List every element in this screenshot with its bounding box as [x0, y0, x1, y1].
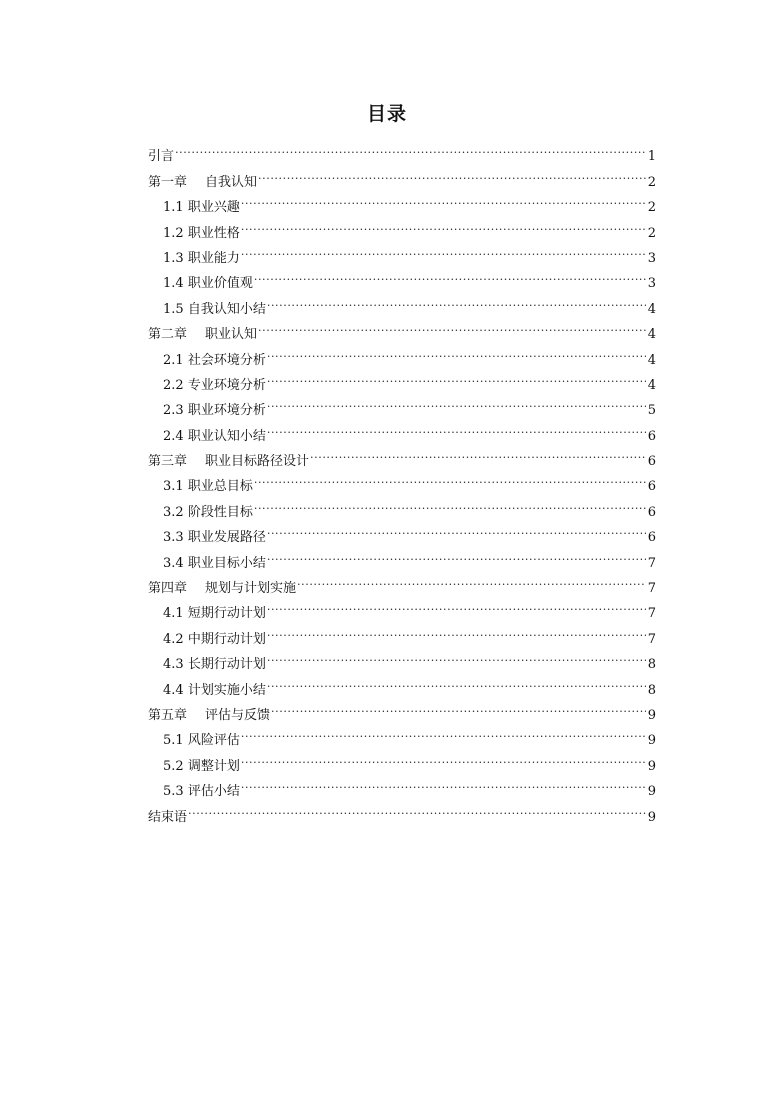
toc-entry-label [163, 728, 241, 753]
toc-entry-text: 中期行动计划 [187, 631, 266, 647]
toc-entry-text: 引言 [148, 149, 175, 165]
toc-entry-label [163, 601, 267, 626]
toc-entry-text: 职业总目标 [187, 479, 253, 495]
toc-dot-leader [175, 135, 646, 160]
toc-dot-leader [241, 237, 646, 262]
toc-entry-label [148, 322, 258, 347]
toc-entry-text: 社会环境分析 [187, 352, 266, 368]
toc-entry-number: 第三章 [148, 454, 188, 470]
toc-page-number: 7 [647, 631, 656, 647]
toc-dot-leader [258, 160, 646, 185]
toc-chapter-entry[interactable] [148, 160, 656, 190]
toc-dot-leader [267, 338, 646, 363]
toc-page-number: 2 [647, 174, 656, 190]
toc-entry-label [163, 551, 267, 576]
toc-page-number: 9 [647, 809, 656, 825]
toc-entry-number: 1.4 [163, 276, 184, 292]
toc-dot-leader [188, 795, 646, 820]
toc-entry-number: 3.4 [163, 555, 184, 571]
toc-entry-label [148, 805, 188, 830]
toc-entry-number: 1.3 [163, 250, 184, 266]
toc-entry-text: 职业环境分析 [187, 403, 266, 419]
toc-page-number: 3 [647, 276, 656, 292]
toc-dot-leader [267, 364, 646, 389]
toc-entry-number: 1.5 [163, 301, 184, 317]
toc-entry-label [148, 144, 175, 169]
toc-entry-text: 评估与反馈 [205, 707, 271, 723]
toc-entry-label [163, 627, 267, 652]
toc-entry-text: 评估小结 [187, 784, 240, 800]
toc-entry-number: 第二章 [148, 327, 188, 343]
toc-entry-label [163, 652, 267, 677]
toc-entry-text: 短期行动计划 [187, 606, 266, 622]
toc-entry-label [163, 246, 241, 271]
toc-entry-number: 4.4 [163, 682, 184, 698]
toc-dot-leader [258, 313, 646, 338]
toc-entry-label [163, 195, 241, 220]
toc-entry-number: 2.2 [163, 377, 184, 393]
toc-entry-text: 职业目标路径设计 [205, 454, 310, 470]
table-of-contents [148, 135, 656, 825]
toc-entry-label [163, 525, 267, 550]
toc-entry-number: 5.2 [163, 758, 184, 774]
toc-page-number: 6 [647, 530, 656, 546]
toc-chapter-entry[interactable] [148, 795, 656, 825]
toc-entry-label [163, 398, 267, 423]
toc-entry-number: 3.2 [163, 504, 184, 520]
toc-entry-number: 3.1 [163, 479, 184, 495]
toc-page-number: 8 [647, 682, 656, 698]
toc-entry-text: 阶段性目标 [187, 504, 253, 520]
toc-dot-leader [267, 668, 646, 693]
toc-entry-text: 专业环境分析 [187, 377, 266, 393]
toc-entry-text: 职业兴趣 [187, 200, 240, 216]
toc-dot-leader [267, 516, 646, 541]
toc-entry-text: 职业目标小结 [187, 555, 266, 571]
toc-entry-text: 自我认知 [205, 174, 258, 190]
toc-chapter-entry[interactable] [148, 135, 656, 165]
toc-page-number: 6 [647, 454, 656, 470]
toc-dot-leader [254, 465, 646, 490]
toc-entry-number: 1.2 [163, 225, 184, 241]
toc-page-number: 2 [647, 200, 656, 216]
toc-entry-number: 4.3 [163, 657, 184, 673]
toc-dot-leader [297, 567, 646, 592]
toc-page-number: 6 [647, 428, 656, 444]
toc-dot-leader [241, 744, 646, 769]
toc-dot-leader [241, 719, 646, 744]
toc-entry-text: 长期行动计划 [187, 657, 266, 673]
toc-entry-number: 5.1 [163, 733, 184, 749]
toc-entry-number: 2.4 [163, 428, 184, 444]
toc-page-number: 6 [647, 504, 656, 520]
toc-entry-text: 职业性格 [187, 225, 240, 241]
toc-dot-leader [267, 592, 646, 617]
toc-entry-number: 2.1 [163, 352, 184, 368]
toc-entry-number: 2.3 [163, 403, 184, 419]
toc-entry-text: 调整计划 [187, 758, 240, 774]
toc-page-number: 1 [647, 149, 656, 165]
toc-dot-leader [267, 389, 646, 414]
toc-entry-label [163, 500, 254, 525]
toc-dot-leader [241, 770, 646, 795]
toc-dot-leader [271, 694, 646, 719]
toc-page-number: 9 [647, 784, 656, 800]
toc-dot-leader [267, 541, 646, 566]
toc-page-number: 5 [647, 403, 656, 419]
toc-page-number: 9 [647, 733, 656, 749]
toc-dot-leader [310, 440, 646, 465]
toc-entry-label [163, 678, 267, 703]
toc-entry-label [163, 348, 267, 373]
toc-entry-text: 职业认知 [205, 327, 258, 343]
toc-entry-number: 1.1 [163, 200, 184, 216]
toc-page-number: 9 [647, 707, 656, 723]
toc-entry-text: 职业价值观 [187, 276, 253, 292]
toc-entry-label [163, 271, 254, 296]
toc-dot-leader [254, 490, 646, 515]
toc-entry-number: 3.3 [163, 530, 184, 546]
toc-entry-number: 第五章 [148, 707, 188, 723]
toc-entry-text: 计划实施小结 [187, 682, 266, 698]
toc-title: 目录 [366, 103, 407, 125]
toc-page-number: 7 [647, 606, 656, 622]
toc-entry-number: 4.1 [163, 606, 184, 622]
toc-page-number: 3 [647, 250, 656, 266]
toc-page-number: 7 [647, 555, 656, 571]
toc-entry-number: 第四章 [148, 581, 188, 597]
toc-entry-text: 结束语 [148, 809, 188, 825]
toc-page-number: 4 [647, 301, 656, 317]
toc-entry-label [163, 221, 241, 246]
toc-entry-text: 自我认知小结 [187, 301, 266, 317]
toc-dot-leader [241, 186, 646, 211]
toc-entry-text: 规划与计划实施 [205, 581, 297, 597]
toc-dot-leader [267, 617, 646, 642]
toc-page-number: 4 [647, 327, 656, 343]
toc-entry-label [163, 754, 241, 779]
toc-page-number: 9 [647, 758, 656, 774]
toc-entry-label [163, 424, 267, 449]
toc-entry-text: 职业认知小结 [187, 428, 266, 444]
toc-page-number: 8 [647, 657, 656, 673]
toc-dot-leader [267, 414, 646, 439]
toc-entry-number: 第一章 [148, 174, 188, 190]
toc-page-number: 2 [647, 225, 656, 241]
toc-entry-text: 职业发展路径 [187, 530, 266, 546]
toc-page-number: 6 [647, 479, 656, 495]
toc-page-number: 4 [647, 352, 656, 368]
toc-dot-leader [254, 262, 646, 287]
toc-dot-leader [241, 211, 646, 236]
toc-page-number: 4 [647, 377, 656, 393]
toc-entry-label [163, 474, 254, 499]
toc-entry-number: 5.3 [163, 784, 184, 800]
toc-dot-leader [267, 287, 646, 312]
toc-dot-leader [267, 643, 646, 668]
toc-entry-label [163, 373, 267, 398]
toc-page-number: 7 [647, 581, 656, 597]
toc-entry-text: 风险评估 [187, 733, 240, 749]
toc-entry-number: 4.2 [163, 631, 184, 647]
toc-entry-text: 职业能力 [187, 250, 240, 266]
toc-entry-label [163, 297, 267, 322]
